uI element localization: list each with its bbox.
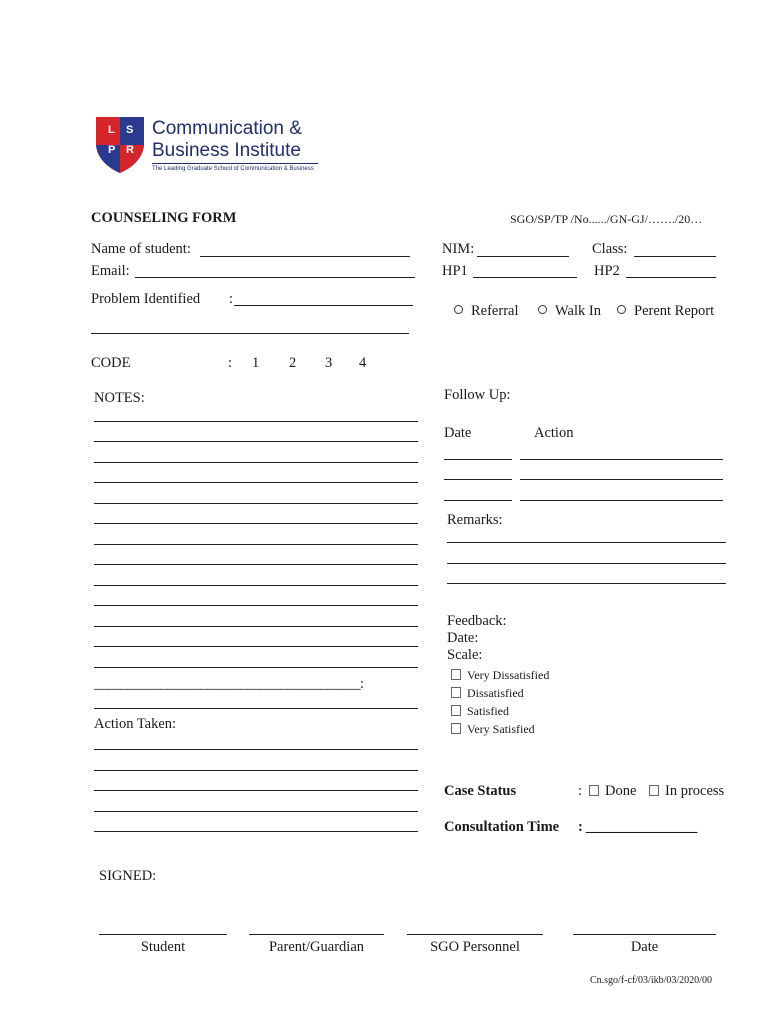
notes-line[interactable] — [94, 605, 418, 606]
problem-input-line[interactable] — [234, 305, 413, 306]
logo-line2: Business Institute — [152, 140, 301, 161]
code-label: CODE — [91, 355, 131, 371]
code-option-3[interactable]: 3 — [325, 355, 333, 371]
hp2-input-line[interactable] — [626, 277, 716, 278]
followup-label: Follow Up: — [444, 387, 511, 403]
remarks-line[interactable] — [447, 563, 726, 564]
followup-date-line[interactable] — [444, 500, 512, 501]
followup-action-line[interactable] — [520, 500, 723, 501]
followup-date-line[interactable] — [444, 479, 512, 480]
problem-colon: : — [229, 291, 234, 307]
feedback-scale-label: Scale: — [447, 647, 483, 663]
radio-icon — [454, 305, 463, 314]
code-option-1[interactable]: 1 — [252, 355, 260, 371]
notes-line[interactable] — [94, 421, 418, 422]
source-option-label: Referral — [471, 303, 519, 319]
scale-option-dissatisfied[interactable] — [451, 686, 524, 701]
signature-line-date[interactable] — [573, 934, 716, 935]
signature-label-parent: Parent/Guardian — [268, 939, 365, 955]
radio-icon — [617, 305, 626, 314]
source-option-referral[interactable] — [454, 303, 519, 320]
code-option-2[interactable]: 2 — [289, 355, 297, 371]
action-taken-line[interactable] — [94, 749, 418, 750]
notes-line[interactable] — [94, 544, 418, 545]
notes-line[interactable] — [94, 564, 418, 565]
footer-code: Cn.sgo/f-cf/03/ikb/03/2020/00 — [590, 975, 712, 986]
followup-date-line[interactable] — [444, 459, 512, 460]
notes-line[interactable] — [94, 523, 418, 524]
scale-option-label: Very Dissatisfied — [467, 668, 550, 682]
form-reference: SGO/SP/TP /No....../GN-GJ/……./20… — [510, 212, 703, 226]
notes-colon-line[interactable]: ________________________________________: — [94, 676, 364, 692]
notes-line[interactable] — [94, 585, 418, 586]
hp2-label: HP2 — [594, 263, 620, 279]
followup-action-header: Action — [534, 425, 574, 441]
nim-label: NIM: — [442, 241, 475, 257]
notes-line[interactable] — [94, 503, 418, 504]
signature-label-date: Date — [630, 939, 659, 955]
case-status-label: Case Status — [444, 783, 517, 799]
notes-line[interactable] — [94, 482, 418, 483]
hp1-label: HP1 — [442, 263, 468, 279]
source-option-parent-report[interactable] — [617, 303, 714, 320]
followup-date-header: Date — [444, 425, 472, 441]
name-input-line[interactable] — [200, 256, 410, 257]
scale-option-satisfied[interactable] — [451, 704, 509, 719]
notes-line[interactable] — [94, 626, 418, 627]
logo-divider — [152, 163, 318, 164]
followup-action-line[interactable] — [520, 459, 723, 460]
hp1-input-line[interactable] — [473, 277, 577, 278]
case-status-done-label: Done — [605, 783, 637, 799]
action-taken-line[interactable] — [94, 811, 418, 812]
signature-label-sgo: SGO Personnel — [430, 939, 520, 955]
case-status-in-process-label: In process — [665, 783, 725, 799]
notes-label: NOTES: — [94, 390, 145, 406]
scale-option-very-satisfied[interactable] — [451, 722, 535, 737]
class-label: Class: — [592, 241, 628, 257]
logo-tagline: The Leading Graduate School of Communication & Business — [152, 166, 314, 172]
scale-option-label: Very Satisfied — [467, 722, 535, 736]
scale-option-very-dissatisfied[interactable] — [451, 668, 549, 683]
signature-line-student[interactable] — [99, 934, 227, 935]
checkbox-icon — [589, 785, 599, 796]
logo-letter-p: P — [108, 144, 116, 156]
checkbox-icon — [451, 687, 461, 698]
code-colon: : — [228, 355, 233, 371]
remarks-line[interactable] — [447, 542, 726, 543]
name-label: Name of student: — [91, 241, 191, 257]
notes-line[interactable] — [94, 708, 418, 709]
logo-letter-s: S — [126, 124, 134, 136]
source-option-walk-in[interactable] — [538, 303, 601, 320]
checkbox-icon — [451, 705, 461, 716]
logo-letter-l: L — [108, 124, 115, 136]
source-option-label: Walk In — [555, 303, 601, 319]
notes-line[interactable] — [94, 441, 418, 442]
action-taken-label: Action Taken: — [94, 716, 177, 732]
radio-icon — [538, 305, 547, 314]
logo-line1: Communication & — [152, 118, 302, 139]
consultation-time-label: Consultation Time — [444, 819, 560, 835]
checkbox-icon — [451, 723, 461, 734]
problem-label: Problem Identified — [91, 291, 201, 307]
consultation-time-field[interactable]: : ________________ — [578, 819, 698, 835]
source-option-label: Perent Report — [634, 303, 715, 319]
notes-line[interactable] — [94, 667, 418, 668]
notes-line[interactable] — [94, 462, 418, 463]
feedback-label: Feedback: — [447, 613, 507, 629]
remarks-label: Remarks: — [447, 512, 503, 528]
case-status-colon: : — [578, 783, 583, 799]
signed-label: SIGNED: — [99, 868, 157, 884]
checkbox-icon — [649, 785, 659, 796]
signature-label-student: Student — [140, 939, 186, 955]
scale-option-label: Satisfied — [467, 704, 509, 718]
case-status-in-process[interactable] — [649, 783, 724, 800]
logo-shield-icon — [94, 115, 146, 175]
action-taken-line[interactable] — [94, 831, 418, 832]
followup-action-line[interactable] — [520, 479, 723, 480]
action-taken-line[interactable] — [94, 770, 418, 771]
form-title: COUNSELING FORM — [91, 210, 237, 226]
case-status-done[interactable] — [589, 783, 636, 800]
notes-line[interactable] — [94, 646, 418, 647]
scale-option-label: Dissatisfied — [467, 686, 524, 700]
checkbox-icon — [451, 669, 461, 680]
logo-letter-r: R — [126, 144, 134, 156]
email-input-line[interactable] — [135, 277, 415, 278]
signature-line-parent[interactable] — [249, 934, 384, 935]
remarks-line[interactable] — [447, 583, 726, 584]
problem-input-line-2[interactable] — [91, 333, 409, 334]
feedback-date-label: Date: — [447, 630, 479, 646]
signature-line-sgo[interactable] — [407, 934, 543, 935]
email-label: Email: — [91, 263, 130, 279]
code-option-4[interactable]: 4 — [359, 355, 367, 371]
class-input-line[interactable] — [634, 256, 716, 257]
action-taken-line[interactable] — [94, 790, 418, 791]
nim-input-line[interactable] — [477, 256, 569, 257]
